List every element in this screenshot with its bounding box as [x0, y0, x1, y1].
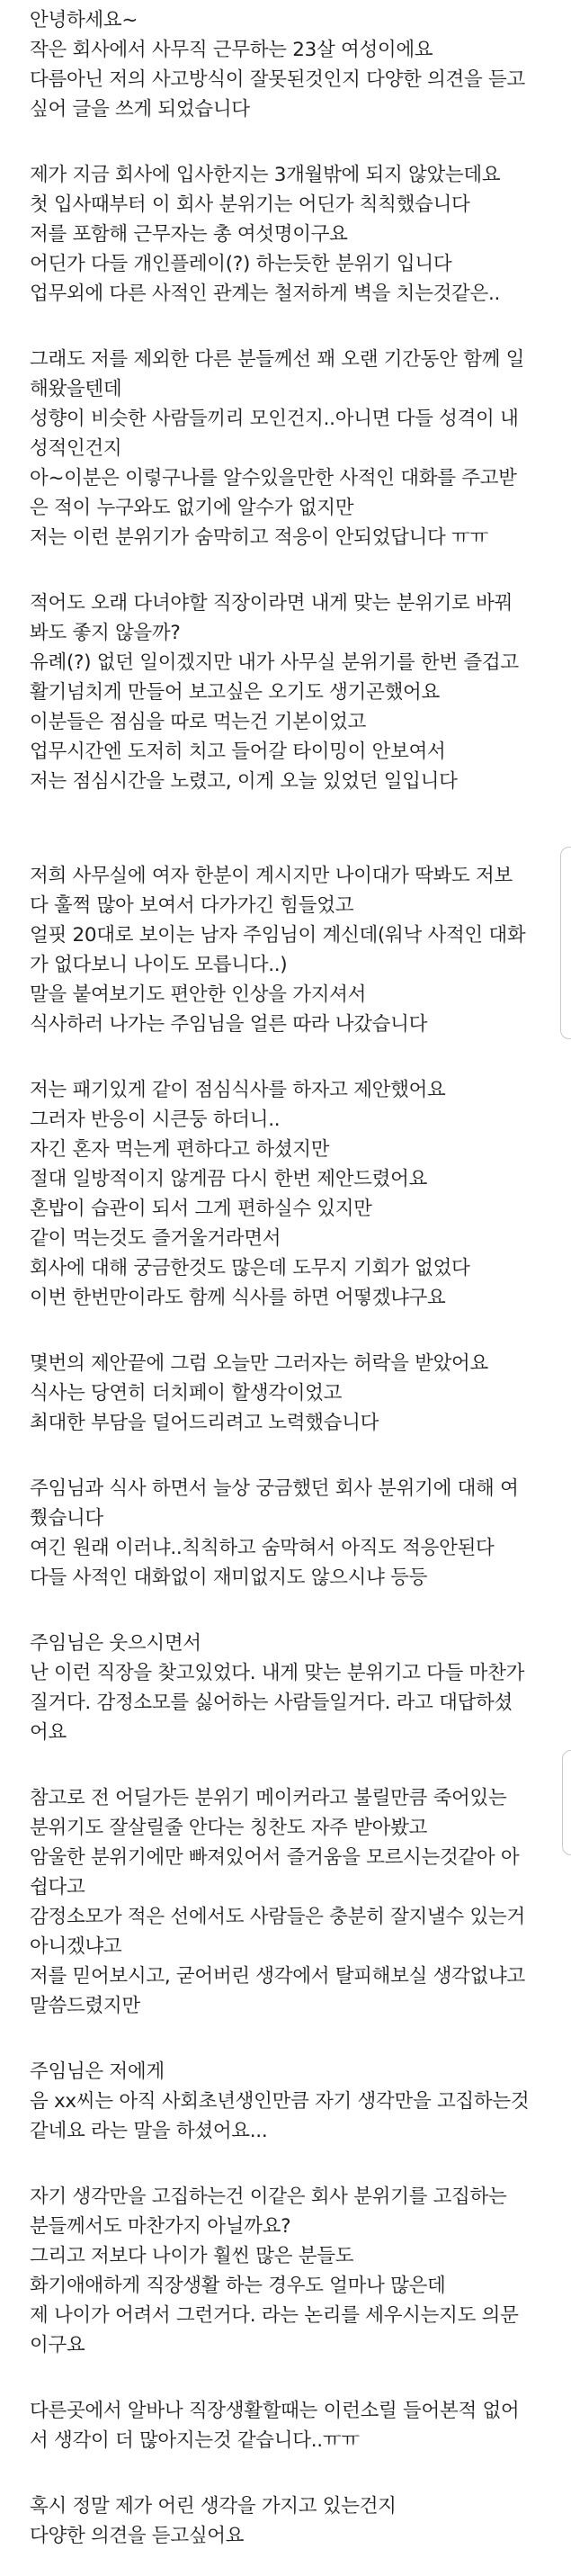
text-line: 유례(?) 없던 일이겠지만 내가 사무실 분위기를 한번 즐겁고 [30, 651, 519, 674]
text-line: 성적인건지 [30, 437, 122, 460]
text-line: 식사하러 나가는 주임님을 얼른 따라 나갔습니다 [30, 1013, 428, 1036]
text-line: 회사에 대해 궁금한것도 많은데 도무지 기회가 없었다 [30, 1257, 470, 1279]
paragraph [30, 1349, 555, 1438]
text-line: 같이 먹는것도 즐거울거라면서 [30, 1227, 281, 1250]
text-line: 쉽다고 [30, 1876, 85, 1898]
text-line: 감정소모가 적은 선에서도 사람들은 충분히 잘지낼수 있는거 [30, 1906, 525, 1928]
paragraph [30, 2396, 555, 2455]
text-line: 질거다. 감정소모를 싫어하는 사람들일거다. 라고 대답하셨 [30, 1692, 513, 1714]
text-line: 그리고 저보다 나이가 훨씬 많은 분들도 [30, 2245, 354, 2267]
text-line: 이구요 [30, 2334, 85, 2356]
paragraph [30, 1629, 555, 1747]
text-line: 주임님과 식사 하면서 늘상 궁금했던 회사 분위기에 대해 여 [30, 1477, 519, 1500]
text-line: 어요 [30, 1721, 67, 1744]
text-line: 쭸습니다 [30, 1507, 103, 1530]
text-line: 작은 회사에서 사무직 근무하는 23살 여성이에요 [30, 39, 433, 61]
text-line: 서 생각이 더 많아지는것 같습니다..ㅠㅠ [30, 2429, 360, 2452]
text-line: 다들 사적인 대화없이 재미없지도 않으시냐 등등 [30, 1566, 428, 1589]
paragraph [30, 2057, 555, 2146]
text-line: 업무외에 다른 사적인 관계는 철저하게 벽을 치는것같은.. [30, 283, 501, 305]
text-line: 봐도 좋지 않을까? [30, 622, 181, 644]
text-line: 말을 붙여보기도 편안한 인상을 가지셔서 [30, 983, 367, 1006]
text-line: 주임님은 웃으시면서 [30, 1632, 201, 1655]
scrollbar-thumb[interactable] [562, 1750, 571, 1855]
text-line: 활기넘치게 만들어 보고싶은 오기도 생기곤했어요 [30, 681, 440, 704]
text-line: 가 없다보니 나이도 모릅니다..) [30, 954, 288, 976]
text-line: 분위기도 잘살릴줄 안다는 칭찬도 자주 받아봤고 [30, 1817, 428, 1839]
text-line: 얼핏 20대로 보이는 남자 주임님이 계신데(워낙 사적인 대화 [30, 924, 526, 947]
paragraph [30, 1783, 555, 2021]
text-line: 아니겠냐고 [30, 1935, 122, 1958]
text-line: 화기애애하게 직장생활 하는 경우도 얼마나 많은데 [30, 2275, 446, 2297]
text-line: 최대한 부담을 덜어드리려고 노력했습니다 [30, 1412, 379, 1434]
text-line: 성향이 비슷한 사람들끼리 모인건지..아니면 다들 성격이 내 [30, 408, 519, 430]
paragraph [30, 2491, 555, 2551]
text-line: 혼밥이 습관이 되서 그게 편하실수 있지만 [30, 1198, 372, 1220]
text-line: 은 적이 누구와도 없기에 알수가 없지만 [30, 497, 354, 519]
text-line: 식사는 당연히 더치페이 할생각이었고 [30, 1382, 343, 1405]
text-line: 저는 점심시간을 노렸고, 이게 오늘 있었던 일입니다 [30, 770, 458, 793]
paragraph [30, 1474, 555, 1593]
text-line: 안녕하세요~ [30, 9, 138, 31]
text-line: 다 훌쩍 많아 보여서 다가가긴 힘들었고 [30, 894, 354, 917]
text-line: 업무시간엔 도저히 치고 들어갈 타이밍이 안보여서 [30, 740, 446, 763]
text-line: 저는 이런 분위기가 숨막히고 적응이 안되었답니다 ㅠㅠ [30, 526, 488, 549]
text-line: 저희 사무실에 여자 한분이 계시지만 나이대가 딱봐도 저보 [30, 865, 513, 887]
paragraph [30, 1075, 555, 1313]
text-line: 다양한 의견을 듣고싶어요 [30, 2525, 245, 2547]
paragraph [30, 588, 555, 796]
paragraph [30, 861, 555, 1039]
text-line: 그러자 반응이 시큰둥 하더니.. [30, 1108, 281, 1131]
text-line: 난 이런 직장을 찾고있었다. 내게 맞는 분위기고 다들 마찬가 [30, 1662, 525, 1684]
text-line: 분들께서도 마찬가지 아닐까요? [30, 2215, 291, 2238]
text-line: 자기 생각만을 고집하는건 이같은 회사 분위기를 고집하는 [30, 2186, 507, 2208]
text-line: 참고로 전 어딜가든 분위기 메이커라고 불릴만큼 죽어있는 [30, 1787, 507, 1809]
text-line: 저는 패기있게 같이 점심식사를 하자고 제안했어요 [30, 1079, 446, 1101]
text-line: 말씀드렸지만 [30, 1995, 140, 2017]
paragraph [30, 345, 555, 552]
text-line: 혹시 정말 제가 어린 생각을 가지고 있는건지 [30, 2495, 397, 2518]
scrollbar-thumb[interactable] [560, 847, 571, 1039]
text-line: 저를 믿어보시고, 굳어버린 생각에서 탈피해보실 생각없냐고 [30, 1965, 525, 1988]
text-line: 절대 일방적이지 않게끔 다시 한번 제안드렸어요 [30, 1168, 428, 1190]
text-line: 이번 한번만이라도 함께 식사를 하면 어떻겠냐구요 [30, 1287, 446, 1309]
text-line: 자긴 혼자 먹는게 편하다고 하셨지만 [30, 1138, 330, 1161]
text-line: 여긴 원래 이러냐..칙칙하고 숨막혀서 아직도 적응안된다 [30, 1537, 495, 1559]
text-line: 어딘가 다들 개인플레이(?) 하는듯한 분위기 입니다 [30, 253, 452, 275]
text-line: 제 나이가 어려서 그런거다. 라는 논리를 세우시는지도 의문 [30, 2304, 519, 2327]
text-line: 저를 포함해 근무자는 총 여섯명이구요 [30, 223, 348, 246]
text-line: 주임님은 저에게 [30, 2060, 165, 2083]
text-line: 해왔을텐데 [30, 378, 122, 400]
text-line: 이분들은 점심을 따로 먹는건 기본이었고 [30, 711, 367, 733]
post-body [30, 5, 555, 2551]
paragraph [30, 160, 555, 309]
text-line: 적어도 오래 다녀야할 직장이라면 내게 맞는 분위기로 바꿔 [30, 592, 513, 615]
text-line: 같네요 라는 말을 하셨어요... [30, 2120, 268, 2142]
text-line: 그래도 저를 제외한 다른 분들께선 꽤 오랜 기간동안 함께 일 [30, 348, 525, 371]
text-line: 음 xx씨는 아직 사회초년생인만큼 자기 생각만을 고집하는것 [30, 2090, 530, 2113]
text-line: 몇번의 제안끝에 그럼 오늘만 그러자는 허락을 받았어요 [30, 1352, 488, 1375]
text-line: 첫 입사때부터 이 회사 분위기는 어딘가 칙칙했습니다 [30, 193, 470, 216]
text-line: 아~이분은 이렇구나를 알수있을만한 사적인 대화를 주고받 [30, 467, 517, 489]
text-line: 암울한 분위기에만 빠져있어서 즐거움을 모르시는것같아 아 [30, 1846, 520, 1869]
text-line: 다름아닌 저의 사고방식이 잘못된것인지 다양한 의견을 듣고 [30, 68, 525, 91]
text-line: 제가 지금 회사에 입사한지는 3개월밖에 되지 않았는데요 [30, 164, 501, 186]
paragraph [30, 5, 555, 124]
paragraph [30, 2182, 555, 2360]
text-line: 다른곳에서 알바나 직장생활할때는 이런소릴 들어본적 없어 [30, 2400, 520, 2422]
text-line: 싶어 글을 쓰게 되었습니다 [30, 98, 250, 121]
